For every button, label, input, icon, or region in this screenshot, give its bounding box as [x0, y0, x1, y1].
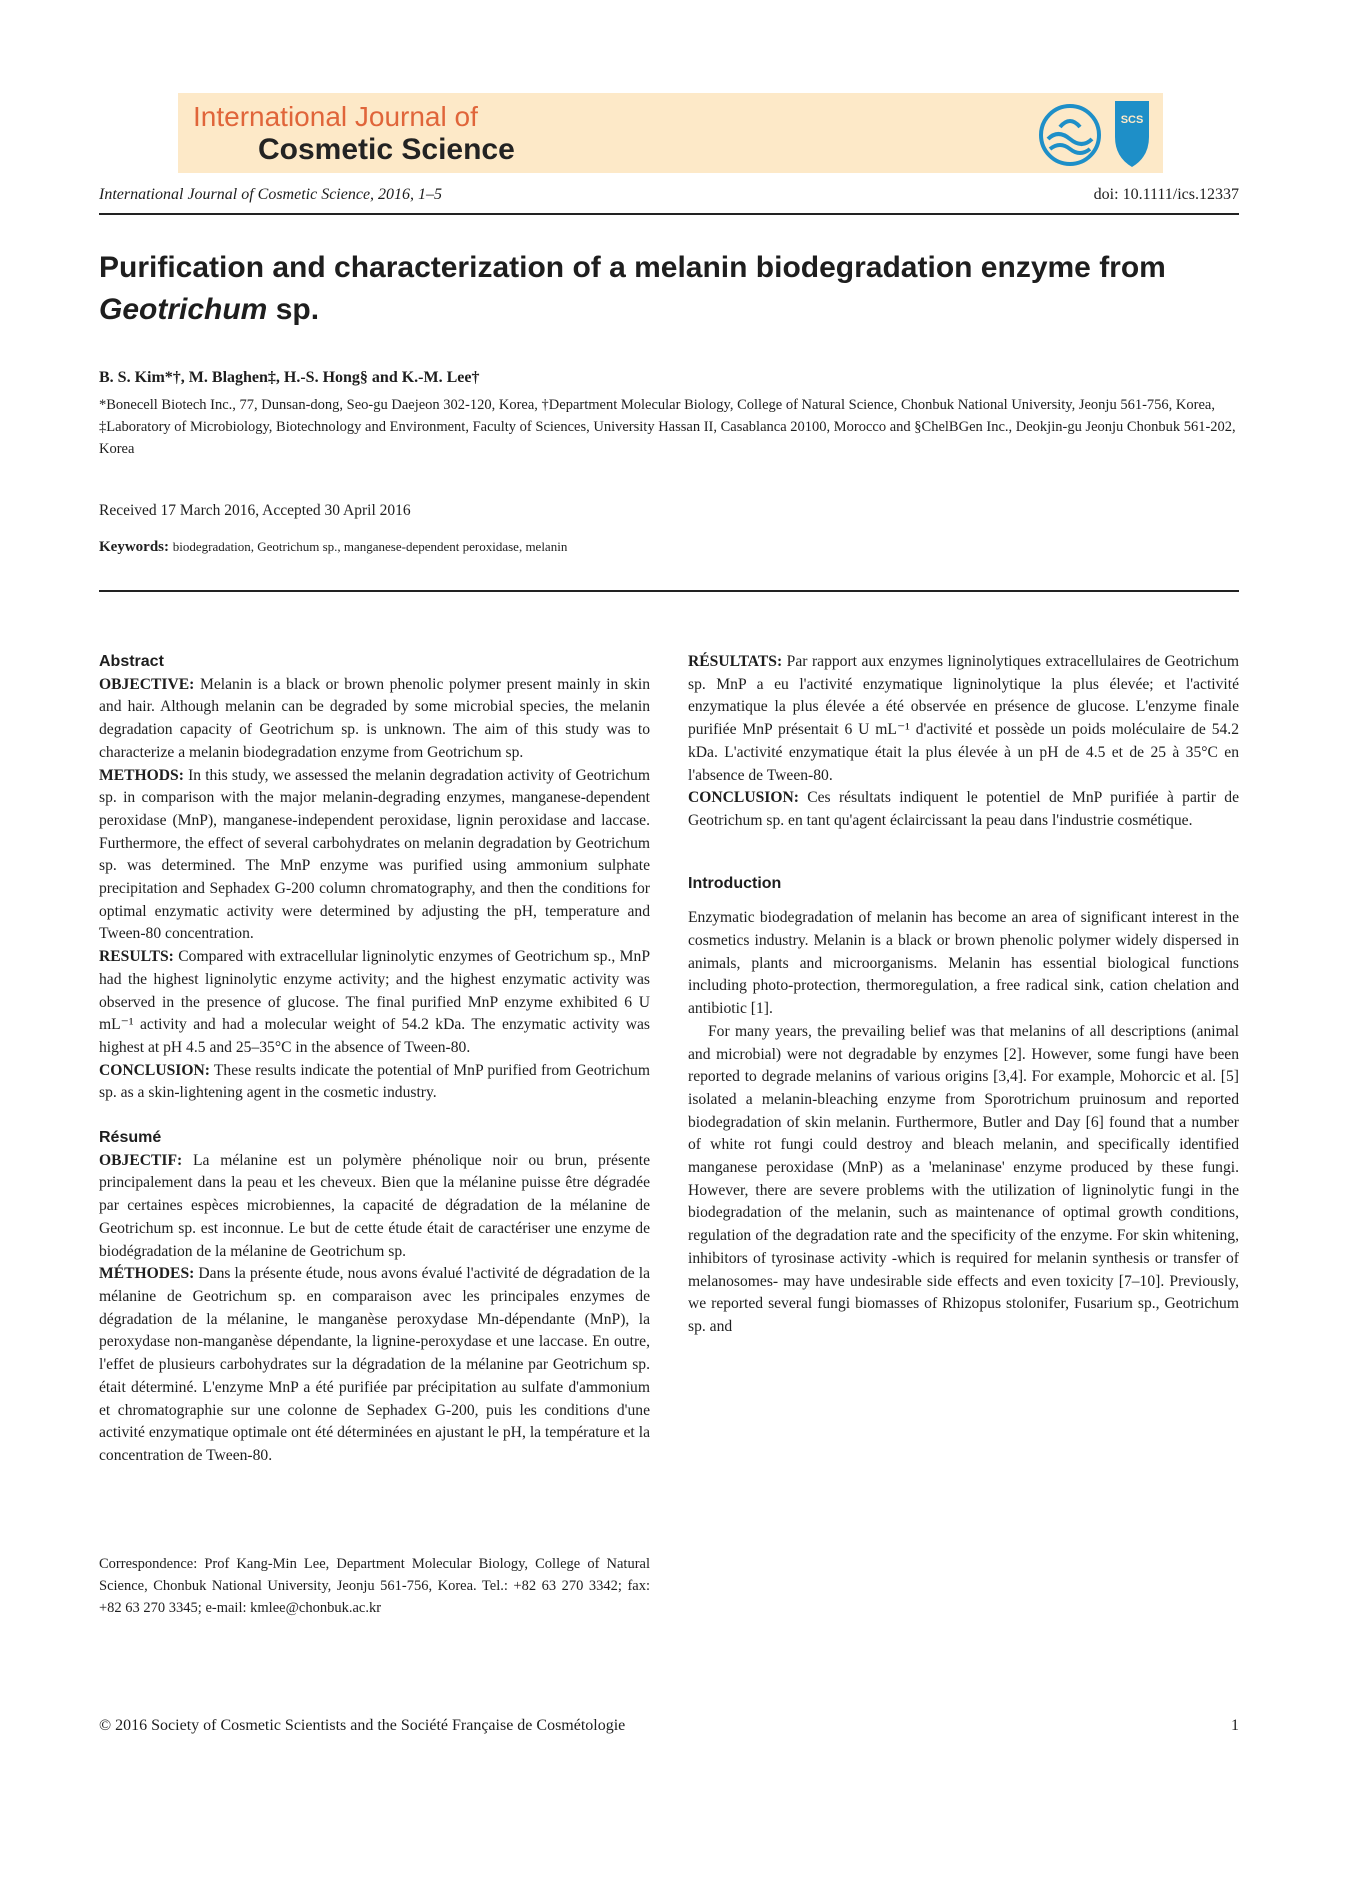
author-list: B. S. Kim*†, M. Blaghen‡, H.-S. Hong§ and K.-M. Lee† [99, 369, 480, 386]
abstract-conclusion: CONCLUSION: These results indicate the potential of MnP purified from Geotrichum sp. as a skin-lightening agent in the cosmetic industry. [99, 1061, 650, 1102]
society-wave-logo-icon [1038, 103, 1102, 167]
title-genus: Geotrichum [99, 293, 268, 326]
journal-name-line1: International Journal of [193, 101, 478, 132]
header-rule [99, 213, 1239, 215]
resume-resultats: RÉSULTATS: Par rapport aux enzymes ligninolytiques extracellulaires de Geotrichum sp. MnP a eu l'activité enzymatique ligninolytique la plus élevée; et l'activité enzymatique la plus élevée a été observée en présence de glucose. L'enzyme finale purifiée MnP présentait 6 U mL⁻¹ d'activité et possède un poids moléculaire de 54.2 kDa. L'activité enzymatique était la plus élevée à un pH de 4.5 et de 25 à 35°C en l'absence de Tween-80. [688, 653, 1239, 784]
left-column [99, 651, 650, 1468]
abstract-heading: Abstract [99, 653, 164, 670]
keywords [99, 539, 567, 556]
resume-objectif: OBJECTIF: La mélanine est un polymère phénolique noir ou brun, présente principalement dans la peau et les cheveux. Bien que la mélanine puisse être dégradée par certaines espèces microbiennes, la capacité de dégradation de la mélanine de Geotrichum sp. est inconnue. Le but de cette étude était de caractériser une enzyme de biodégradation de la mélanine de Geotrichum sp. [99, 1151, 650, 1260]
abstract-results: RESULTS: Compared with extracellular ligninolytic enzymes of Geotrichum sp., MnP had the highest ligninolytic enzyme activity; and the highest enzymatic activity was observed in the presence of glucose. The final purified MnP enzyme exhibited 6 U mL⁻¹ activity and had a molecular weight of 54.2 kDa. The enzymatic activity was highest at pH 4.5 and 25–35°C in the absence of Tween-80. [99, 948, 650, 1056]
abstract-objective: OBJECTIVE: Melanin is a black or brown phenolic polymer present mainly in skin and hair. Although melanin can be degraded by some microbial species, the melanin degradation capacity of Geotrichum sp. is unknown. The aim of this study was to characterize a melanin biodegradation enzyme from Geotrichum sp. [99, 675, 650, 761]
section-rule [99, 590, 1239, 592]
resume-methodes-part: MÉTHODES: Dans la présente étude, nous avons évalué l'activité de dégradation de la mélanine de Geotrichum sp. en comparaison avec les principales enzymes de dégradation de la mélanine, le manganèse peroxydase Mn-dépendante (MnP), la peroxydase non-manganèse dépendante, la lignine-peroxydase et une laccase. En outre, l'effet de plusieurs carbohydrates sur la dégradation de la mélanine par Geotrichum sp. était déterminé. L'enzyme MnP a été purifiée par précipitation au sulfate d'ammonium et chromatographie sur une colonne de Sephadex G-200, puis les conditions d'une activité enzymatique optimale ont été déterminées en ajustant le pH, la température et la concentration de Tween-80. [99, 1265, 650, 1464]
affiliations: *Bonecell Biotech Inc., 77, Dunsan-dong, Seo-gu Daejeon 302-120, Korea, †Department Molecular Biology, College of Natural Science, Chonbuk National University, Jeonju 561-756, Korea, ‡Laboratory of Microbiology, Biotechnology and Environment, Faculty of Sciences, University Hassan II, Casablanca 20100, Morocco and §ChelBGen Inc., Deokjin-gu Jeonju Chonbuk 561-202, Korea [99, 397, 1236, 457]
introduction-heading: Introduction [688, 874, 782, 892]
abstract-methods: METHODS: In this study, we assessed the melanin degradation activity of Geotrichum sp. in comparison with the major melanin-degrading enzymes, manganese-dependent peroxidase (MnP), manganese-independent peroxidase, lignin peroxidase and laccase. Furthermore, the effect of several carbohydrates on melanin degradation by Geotrichum sp. was determined. The MnP enzyme was purified using ammonium sulphate precipitation and Sephadex G-200 column chromatography, and then the conditions for optimal enzymatic activity were determined by adjusting the pH, temperature and Tween-80 concentration. [99, 766, 650, 943]
resume-conclusion: CONCLUSION: Ces résultats indiquent le potentiel de MnP purifiée à partir de Geotrichum sp. en tant qu'agent éclaircissant la peau dans l'industrie cosmétique. [688, 789, 1239, 829]
correspondence-note: Correspondence: Prof Kang-Min Lee, Department Molecular Biology, College of Natural Science, Chonbuk National University, Jeonju 561-756, Korea. Tel.: +82 63 270 3342; fax: +82 63 270 3345; e-mail: kmlee@chonbuk.ac.kr [99, 1556, 650, 1616]
introduction-paragraph-2: For many years, the prevailing belief was that melanins of all descriptions (animal and microbial) were not degradable by enzymes [2]. However, some fungi have been reported to degrade melanins of various origins [3,4]. For example, Mohorcic et al. [5] isolated a melanin-bleaching enzyme from Sporotrichum pruinosum and reported biodegradation of skin melanin. Furthermore, Butler and Day [6] found that a number of white rot fungi could destroy and bleach melanin, and specifically identified manganese peroxidase (MnP) as a 'melaninase' enzyme produced by these fungi. However, there are severe problems with the utilization of ligninolytic fungi in the biodegradation of the melanin, such as maintenance of optimal growth conditions, regulation of the degradation rate and the specificity of the enzyme. For skin whitening, inhibitors of tyrosinase activity -which is required for melanin synthesis or transfer of melanosomes- may have undesirable side effects and even toxicity [7–10]. Previously, we reported several fungi biomasses of Rhizopus stolonifer, Fusarium sp., Geotrichum sp. and [688, 1022, 1239, 1335]
copyright-footer: © 2016 Society of Cosmetic Scientists and the Société Française de Cosmétologie [99, 1717, 626, 1734]
page-number: 1 [1231, 1717, 1239, 1734]
resume-heading: Résumé [99, 1129, 162, 1147]
scs-shield-logo-icon [1113, 97, 1151, 169]
introduction-paragraph-1: Enzymatic biodegradation of melanin has become an area of significant interest in the cosmetics industry. Melanin is a black or brown phenolic polymer widely dispersed in animals, plants and microorganisms. Melanin has essential biological functions including photo-protection, thermoregulation, a free radical sink, cation chelation and antibiotic [1]. [688, 909, 1239, 1018]
logo-mark-text: SCS [1120, 114, 1144, 126]
keywords-label: Keywords: [99, 539, 169, 555]
received-dates: Received 17 March 2016, Accepted 30 April 2016 [99, 502, 411, 519]
doi-link[interactable]: doi: 10.1111/ics.12337 [1093, 186, 1239, 203]
journal-name-line2: Cosmetic Science [258, 133, 515, 166]
journal-banner [178, 93, 1163, 173]
article-title: Purification and characterization of a melanin biodegradation enzyme from Geotrichum sp. [99, 251, 1166, 326]
journal-citation: International Journal of Cosmetic Science, 2016, 1–5 [99, 186, 443, 203]
right-column [688, 651, 1239, 1339]
keywords-value: biodegradation, Geotrichum sp., manganese-dependent peroxidase, melanin [172, 539, 568, 554]
